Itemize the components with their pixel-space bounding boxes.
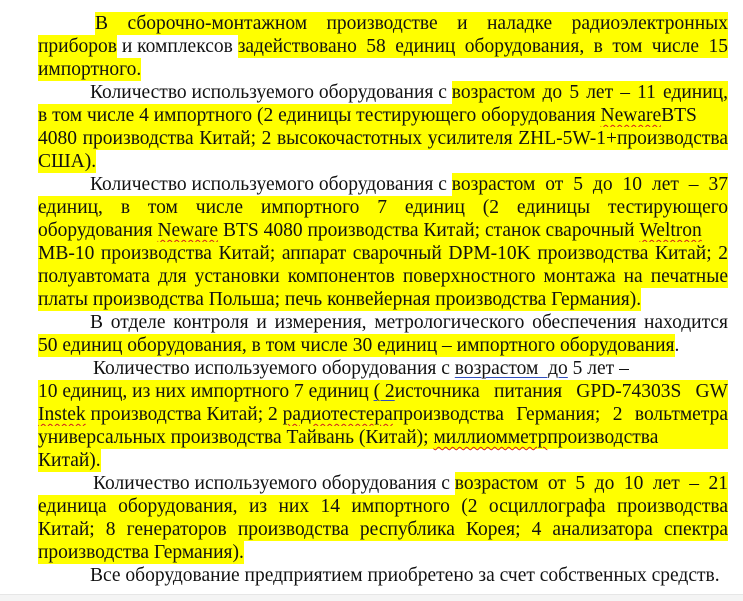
text-line	[38, 380, 728, 403]
text-line	[38, 288, 728, 311]
highlighted-text: Instek	[38, 404, 86, 425]
highlighted-text: единиц, в том числе импортного 7 единиц (2 единицы тестирующего	[38, 197, 728, 218]
text-line	[38, 449, 728, 472]
text-segment: В отделе контроля и измерения, метрологического обеспечения находится	[90, 312, 728, 333]
text-line	[38, 541, 728, 564]
highlighted-text: BTS 4080 производства Китай; станок сварочный	[218, 220, 640, 241]
highlighted-text: В сборочно-монтажном производстве и наладке радиоэлектронных	[95, 13, 728, 34]
highlighted-text: платы производства Польша; печь конвейерная производства Германия).	[38, 289, 642, 310]
highlighted-text: США).	[38, 151, 97, 172]
text-line	[38, 104, 728, 127]
highlighted-text: Китай; 8 генераторов производства республика Корея; 4 анализатора спектра	[38, 519, 728, 540]
highlighted-text: полуавтомата для установки компонентов поверхностного монтажа на печатные	[38, 266, 728, 287]
highlighted-text: импортного.	[38, 59, 142, 80]
highlighted-text: производства Германия).	[38, 542, 244, 563]
text-line	[38, 12, 728, 35]
text-line	[38, 357, 728, 380]
text-line	[38, 127, 728, 150]
highlighted-text: 10 единиц, из них импортного 7 единиц	[38, 381, 374, 402]
highlighted-text: в том числе 4 импортного (2 единицы тестирующего оборудования	[38, 105, 601, 126]
highlighted-text: источника питания GPD-74303S GW	[394, 381, 728, 402]
text-line	[38, 173, 728, 196]
highlighted-text: миллиомметр	[433, 427, 548, 448]
highlighted-text: возрастом от 5 до 10 лет – 37	[451, 174, 728, 195]
text-line	[38, 518, 728, 541]
text-line	[38, 242, 728, 265]
text-line	[38, 403, 728, 426]
highlighted-text: возрастом от 5 до 10 лет – 21	[454, 473, 728, 494]
text-segment: и комплексов	[117, 36, 238, 57]
text-segment: 5 лет –	[567, 358, 629, 379]
highlighted-text: задействовано 58 единиц оборудования, в том числе 15	[237, 36, 728, 57]
highlighted-text: Китай).	[38, 450, 101, 471]
text-segment: Количество используемого оборудования с	[93, 358, 455, 379]
text-segment: Количество используемого оборудования с	[90, 82, 452, 103]
text-line	[38, 150, 728, 173]
highlighted-text: возрастом до 5 лет – 11 единиц,	[451, 82, 728, 103]
highlighted-text: производства Китай; 2	[85, 404, 283, 425]
highlighted-text: ( 2	[373, 381, 395, 402]
text-line	[38, 495, 728, 518]
highlighted-text: Weltron	[639, 219, 728, 242]
highlighted-text: производства	[547, 426, 728, 449]
highlighted-text: радиотестера	[282, 404, 393, 425]
text-line	[38, 564, 728, 587]
text-line	[38, 58, 728, 81]
text-line	[38, 196, 728, 219]
highlighted-text: приборов	[38, 36, 117, 57]
text-segment: Все оборудование предприятием приобретено за счет собственных средств.	[90, 565, 720, 586]
highlighted-text: производства Германия; 2 вольтметра	[392, 404, 728, 425]
text-segment: .	[674, 335, 680, 356]
text-line	[38, 472, 728, 495]
text-segment: возрастом до	[454, 358, 568, 379]
text-line	[38, 35, 728, 58]
text-line	[38, 265, 728, 288]
highlighted-text: Neware	[157, 220, 219, 241]
text-line	[38, 426, 728, 449]
highlighted-text: единица оборудования, из них 14 импортного (2 осциллографа производства	[38, 496, 728, 517]
text-segment: Количество используемого оборудования с	[90, 174, 452, 195]
highlighted-text: оборудования	[38, 220, 158, 241]
highlighted-text: Neware	[600, 105, 662, 126]
highlighted-text: BTS	[661, 104, 728, 127]
highlighted-text: универсальных производства Тайвань (Китай);	[38, 427, 434, 448]
highlighted-text: 4080 производства Китай; 2 высокочастотных усилителя ZHL-5W-1+производства	[38, 128, 728, 149]
text-line	[38, 334, 728, 357]
text-line	[38, 219, 728, 242]
text-line	[38, 311, 728, 334]
highlighted-text: 50 единиц оборудования, в том числе 30 единиц – импортного оборудования	[38, 335, 675, 356]
text-segment: Количество используемого оборудования с	[93, 473, 455, 494]
highlighted-text: MB-10 производства Китай; аппарат сварочный DPM-10K производства Китай; 2	[38, 243, 728, 264]
text-line	[38, 81, 728, 104]
